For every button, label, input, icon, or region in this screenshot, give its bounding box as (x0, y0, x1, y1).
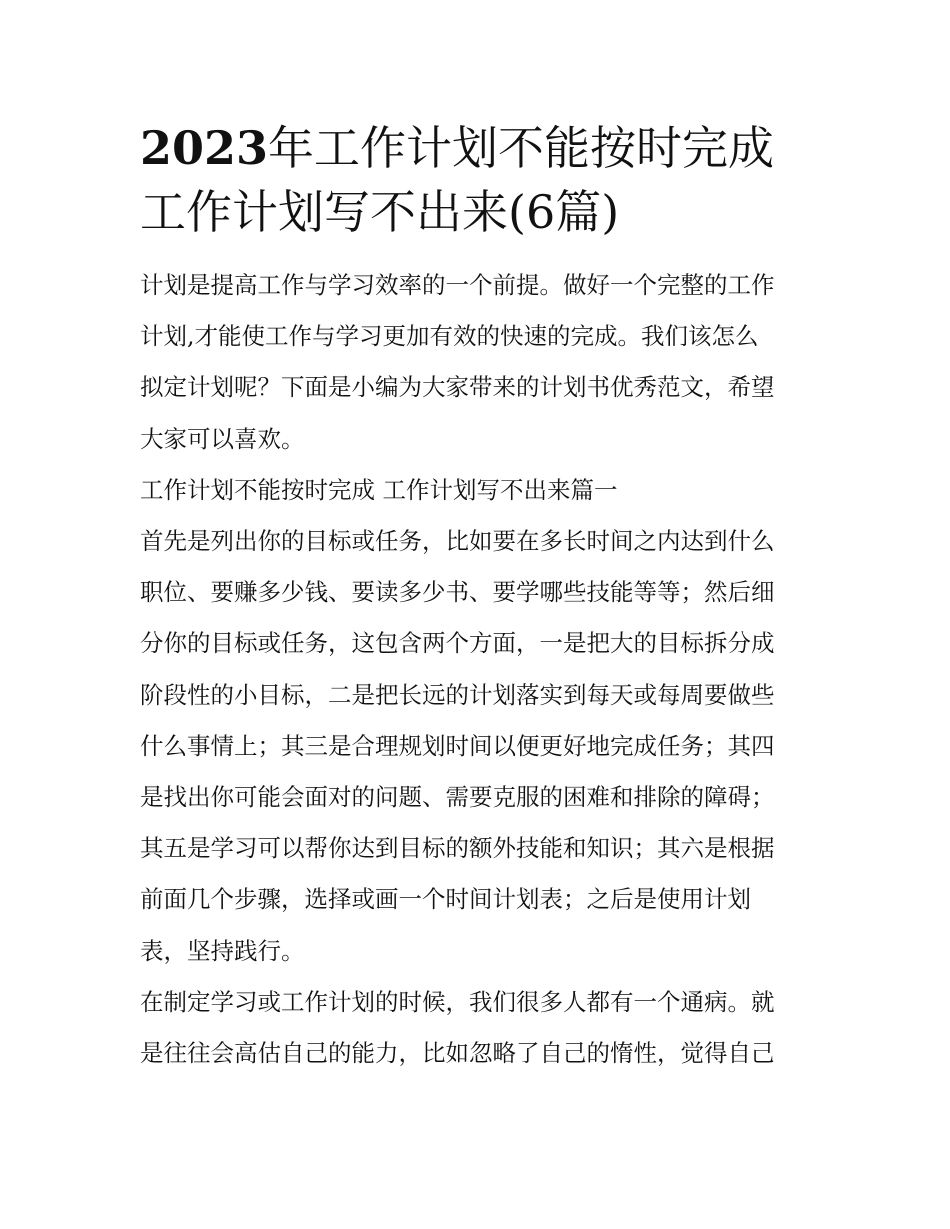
paragraph-line: 阶段性的小目标，二是把长远的计划落实到每天或每周要做些 (140, 680, 775, 709)
paragraph-line: 大家可以喜欢。 (140, 424, 305, 453)
title-line-2: 工作计划写不出来(6篇) (140, 185, 620, 239)
paragraph-line: 职位、要赚多少钱、要读多少书、要学哪些技能等等；然后细 (140, 578, 775, 607)
paragraph-line: 其五是学习可以帮你达到目标的额外技能和知识；其六是根据 (140, 834, 775, 863)
paragraph-line: 首先是列出你的目标或任务，比如要在多长时间之内达到什么 (140, 527, 775, 556)
paragraph-line: 什么事情上；其三是合理规划时间以便更好地完成任务；其四 (140, 731, 775, 760)
section-heading (140, 465, 812, 516)
section-heading-text: 工作计划不能按时完成 工作计划写不出来篇一 (140, 475, 618, 504)
paragraph-line: 在制定学习或工作计划的时候，我们很多人都有一个通病。就 (140, 987, 775, 1016)
intro-paragraph (140, 260, 812, 465)
body-paragraph-2 (140, 977, 812, 1079)
paragraph-line: 表，坚持践行。 (140, 936, 305, 965)
paragraph-line: 拟定计划呢？下面是小编为大家带来的计划书优秀范文，希望 (140, 373, 775, 402)
title-line-1: 2023年工作计划不能按时完成 (140, 121, 775, 175)
paragraph-line: 计划,才能使工作与学习更加有效的快速的完成。我们该怎么 (140, 322, 759, 351)
paragraph-line: 前面几个步骤，选择或画一个时间计划表；之后是使用计划 (140, 885, 751, 914)
paragraph-line: 分你的目标或任务，这包含两个方面，一是把大的目标拆分成 (140, 629, 775, 658)
document-page (140, 116, 812, 1079)
body-paragraph-1 (140, 516, 812, 977)
paragraph-line: 是往往会高估自己的能力，比如忽略了自己的惰性，觉得自己 (140, 1039, 775, 1068)
paragraph-line: 计划是提高工作与学习效率的一个前提。做好一个完整的工作 (140, 271, 775, 299)
document-title (140, 116, 812, 244)
paragraph-line: 是找出你可能会面对的问题、需要克服的困难和排除的障碍； (140, 783, 775, 812)
document-body (140, 260, 812, 1079)
